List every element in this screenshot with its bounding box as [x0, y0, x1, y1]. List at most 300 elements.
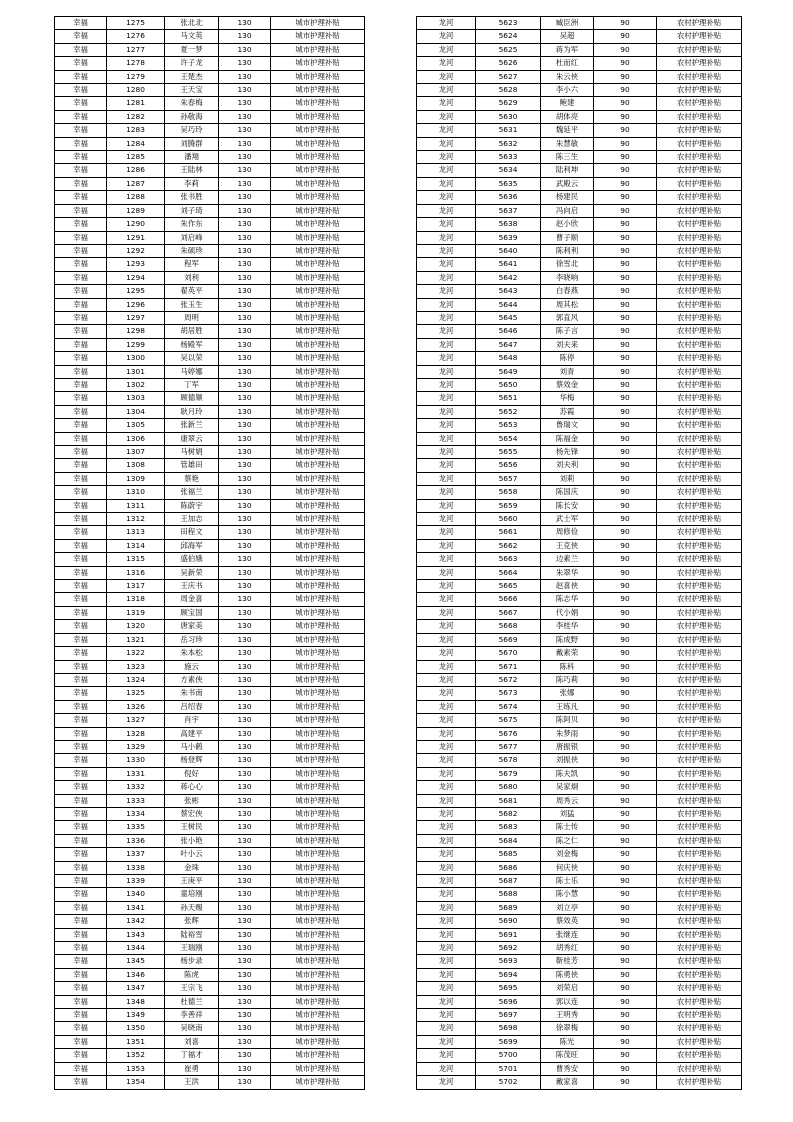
cell-town: 幸福: [55, 526, 107, 539]
cell-amount: 90: [594, 218, 657, 231]
cell-type: 农村护理补贴: [657, 298, 742, 311]
cell-type: 城市护理补贴: [271, 1022, 365, 1035]
cell-name: 魏延平: [541, 124, 594, 137]
table-row: [55, 995, 365, 1008]
cell-amount: 130: [219, 124, 271, 137]
cell-town: 幸福: [55, 915, 107, 928]
table-row: [417, 740, 742, 753]
table-row: [55, 633, 365, 646]
cell-name: 潘翔: [165, 151, 219, 164]
table-row: [417, 620, 742, 633]
cell-town: 幸福: [55, 968, 107, 981]
cell-town: 幸福: [55, 405, 107, 418]
cell-type: 农村护理补贴: [657, 821, 742, 834]
cell-type: 农村护理补贴: [657, 928, 742, 941]
table-row: [55, 137, 365, 150]
cell-amount: 90: [594, 754, 657, 767]
cell-name: 施云: [165, 660, 219, 673]
cell-town: 幸福: [55, 378, 107, 391]
cell-id: 1322: [107, 647, 165, 660]
cell-name: 周其松: [541, 298, 594, 311]
cell-town: 龙河: [417, 164, 476, 177]
table-row: [417, 1035, 742, 1048]
cell-type: 农村护理补贴: [657, 834, 742, 847]
table-row: [55, 70, 365, 83]
cell-name: 何庆侠: [541, 861, 594, 874]
table-row: [55, 110, 365, 123]
cell-town: 幸福: [55, 861, 107, 874]
cell-name: 王陆林: [165, 164, 219, 177]
cell-type: 农村护理补贴: [657, 258, 742, 271]
cell-town: 幸福: [55, 70, 107, 83]
cell-type: 农村护理补贴: [657, 580, 742, 593]
cell-name: 孙天赐: [165, 901, 219, 914]
table-row: [55, 928, 365, 941]
cell-id: 5628: [476, 84, 541, 97]
cell-id: 5673: [476, 687, 541, 700]
cell-type: 农村护理补贴: [657, 271, 742, 284]
cell-type: 城市护理补贴: [271, 606, 365, 619]
cell-town: 幸福: [55, 727, 107, 740]
cell-name: 杨先锋: [541, 446, 594, 459]
cell-name: 杜而红: [541, 57, 594, 70]
cell-town: 龙河: [417, 271, 476, 284]
cell-id: 5658: [476, 486, 541, 499]
cell-amount: 90: [594, 486, 657, 499]
cell-type: 城市护理补贴: [271, 472, 365, 485]
cell-amount: 90: [594, 955, 657, 968]
cell-name: 赵小欣: [541, 218, 594, 231]
table-row: [417, 660, 742, 673]
table-row: [55, 30, 365, 43]
cell-name: 朱本松: [165, 647, 219, 660]
cell-id: 5689: [476, 901, 541, 914]
table-row: [417, 928, 742, 941]
cell-name: 陈士传: [541, 821, 594, 834]
table-row: [55, 781, 365, 794]
cell-town: 龙河: [417, 633, 476, 646]
cell-name: 白春燕: [541, 285, 594, 298]
cell-id: 5648: [476, 352, 541, 365]
cell-id: 5668: [476, 620, 541, 633]
cell-type: 城市护理补贴: [271, 700, 365, 713]
cell-id: 5695: [476, 982, 541, 995]
cell-name: 鲁瑞文: [541, 419, 594, 432]
table-row: [417, 968, 742, 981]
cell-town: 幸福: [55, 419, 107, 432]
cell-name: 蔡宏侠: [165, 807, 219, 820]
cell-name: 边素兰: [541, 553, 594, 566]
cell-id: 5654: [476, 432, 541, 445]
table-row: [55, 151, 365, 164]
cell-id: 1339: [107, 875, 165, 888]
cell-town: 幸福: [55, 472, 107, 485]
cell-town: 龙河: [417, 419, 476, 432]
cell-name: 陈小慧: [541, 888, 594, 901]
cell-id: 5686: [476, 861, 541, 874]
cell-type: 农村护理补贴: [657, 432, 742, 445]
cell-id: 1313: [107, 526, 165, 539]
cell-type: 城市护理补贴: [271, 204, 365, 217]
cell-name: 张玉生: [165, 298, 219, 311]
cell-name: 陈蔚宇: [165, 499, 219, 512]
cell-id: 1289: [107, 204, 165, 217]
table-row: [417, 392, 742, 405]
cell-type: 城市护理补贴: [271, 110, 365, 123]
cell-type: 城市护理补贴: [271, 84, 365, 97]
cell-type: 城市护理补贴: [271, 218, 365, 231]
cell-type: 农村护理补贴: [657, 848, 742, 861]
cell-town: 幸福: [55, 97, 107, 110]
cell-amount: 130: [219, 539, 271, 552]
table-row: [55, 580, 365, 593]
cell-town: 龙河: [417, 191, 476, 204]
table-row: [417, 566, 742, 579]
cell-id: 5660: [476, 513, 541, 526]
table-row: [55, 687, 365, 700]
cell-town: 龙河: [417, 311, 476, 324]
cell-id: 5699: [476, 1035, 541, 1048]
cell-name: 曹秀安: [541, 1062, 594, 1075]
cell-amount: 130: [219, 620, 271, 633]
table-row: [417, 338, 742, 351]
cell-town: 幸福: [55, 1035, 107, 1048]
cell-amount: 130: [219, 955, 271, 968]
cell-id: 1305: [107, 419, 165, 432]
cell-id: 5649: [476, 365, 541, 378]
cell-id: 5627: [476, 70, 541, 83]
cell-town: 幸福: [55, 513, 107, 526]
table-row: [417, 513, 742, 526]
cell-type: 农村护理补贴: [657, 995, 742, 1008]
cell-town: 幸福: [55, 888, 107, 901]
cell-amount: 130: [219, 834, 271, 847]
cell-amount: 130: [219, 1049, 271, 1062]
cell-amount: 130: [219, 419, 271, 432]
cell-id: 1348: [107, 995, 165, 1008]
cell-town: 幸福: [55, 700, 107, 713]
cell-amount: 130: [219, 298, 271, 311]
cell-amount: 90: [594, 861, 657, 874]
cell-town: 幸福: [55, 365, 107, 378]
cell-amount: 90: [594, 164, 657, 177]
cell-type: 农村护理补贴: [657, 593, 742, 606]
cell-amount: 130: [219, 700, 271, 713]
cell-id: 5682: [476, 807, 541, 820]
cell-town: 龙河: [417, 553, 476, 566]
cell-name: 马树娟: [165, 446, 219, 459]
table-row: [55, 513, 365, 526]
cell-type: 农村护理补贴: [657, 888, 742, 901]
table-row: [417, 191, 742, 204]
cell-type: 农村护理补贴: [657, 915, 742, 928]
cell-type: 城市护理补贴: [271, 942, 365, 955]
table-row: [417, 781, 742, 794]
cell-id: 5634: [476, 164, 541, 177]
cell-type: 农村护理补贴: [657, 17, 742, 30]
cell-town: 龙河: [417, 1062, 476, 1075]
cell-amount: 130: [219, 1062, 271, 1075]
cell-name: 陆裕雪: [165, 928, 219, 941]
table-row: [55, 968, 365, 981]
cell-id: 1317: [107, 580, 165, 593]
cell-type: 城市护理补贴: [271, 285, 365, 298]
cell-type: 城市护理补贴: [271, 164, 365, 177]
table-row: [417, 606, 742, 619]
cell-town: 龙河: [417, 231, 476, 244]
cell-amount: 130: [219, 982, 271, 995]
cell-name: 陈国庆: [541, 486, 594, 499]
cell-town: 幸福: [55, 191, 107, 204]
cell-type: 农村护理补贴: [657, 244, 742, 257]
cell-id: 1349: [107, 1009, 165, 1022]
cell-name: 吴巧玲: [165, 124, 219, 137]
cell-id: 5663: [476, 553, 541, 566]
cell-type: 城市护理补贴: [271, 258, 365, 271]
cell-id: 1334: [107, 807, 165, 820]
table-row: [55, 539, 365, 552]
cell-id: 1277: [107, 43, 165, 56]
cell-amount: 90: [594, 124, 657, 137]
cell-id: 1324: [107, 673, 165, 686]
cell-name: 王克侠: [541, 539, 594, 552]
cell-amount: 90: [594, 244, 657, 257]
table-row: [55, 553, 365, 566]
cell-amount: 130: [219, 258, 271, 271]
table-row: [417, 30, 742, 43]
cell-id: 5664: [476, 566, 541, 579]
cell-id: 1291: [107, 231, 165, 244]
cell-type: 城市护理补贴: [271, 794, 365, 807]
cell-name: 刘金梅: [541, 848, 594, 861]
cell-name: 杨登辉: [165, 754, 219, 767]
cell-name: 盛伯娥: [165, 553, 219, 566]
cell-town: 龙河: [417, 955, 476, 968]
cell-name: 杨建民: [541, 191, 594, 204]
cell-type: 城市护理补贴: [271, 714, 365, 727]
table-row: [55, 700, 365, 713]
right-subsidy-table: [416, 16, 742, 1090]
cell-name: 李莉: [165, 177, 219, 190]
cell-id: 5661: [476, 526, 541, 539]
table-row: [55, 244, 365, 257]
table-row: [55, 17, 365, 30]
cell-name: 朱硕珍: [165, 244, 219, 257]
cell-type: 农村护理补贴: [657, 1035, 742, 1048]
cell-id: 5674: [476, 700, 541, 713]
cell-type: 城市护理补贴: [271, 1049, 365, 1062]
cell-type: 农村护理补贴: [657, 807, 742, 820]
cell-amount: 90: [594, 231, 657, 244]
cell-id: 5643: [476, 285, 541, 298]
cell-town: 龙河: [417, 124, 476, 137]
table-row: [55, 124, 365, 137]
cell-id: 1326: [107, 700, 165, 713]
cell-town: 龙河: [417, 566, 476, 579]
cell-name: 华梅: [541, 392, 594, 405]
cell-town: 幸福: [55, 1009, 107, 1022]
cell-town: 龙河: [417, 834, 476, 847]
cell-town: 幸福: [55, 1062, 107, 1075]
table-row: [55, 392, 365, 405]
cell-id: 5644: [476, 298, 541, 311]
table-row: [417, 177, 742, 190]
cell-amount: 130: [219, 767, 271, 780]
cell-amount: 130: [219, 781, 271, 794]
cell-id: 5656: [476, 459, 541, 472]
cell-type: 城市护理补贴: [271, 17, 365, 30]
cell-name: 周修俭: [541, 526, 594, 539]
cell-type: 农村护理补贴: [657, 446, 742, 459]
cell-name: 蔡效金: [541, 378, 594, 391]
cell-id: 5657: [476, 472, 541, 485]
cell-name: 夏一梦: [165, 43, 219, 56]
cell-amount: 90: [594, 767, 657, 780]
cell-name: 朱梦雨: [541, 727, 594, 740]
cell-town: 幸福: [55, 901, 107, 914]
cell-id: 1287: [107, 177, 165, 190]
table-row: [417, 151, 742, 164]
cell-type: 农村护理补贴: [657, 97, 742, 110]
cell-amount: 90: [594, 647, 657, 660]
cell-id: 5638: [476, 218, 541, 231]
cell-town: 幸福: [55, 566, 107, 579]
cell-name: 王明秀: [541, 1009, 594, 1022]
cell-name: 丁福才: [165, 1049, 219, 1062]
cell-type: 农村护理补贴: [657, 1022, 742, 1035]
cell-name: 刘夫来: [541, 338, 594, 351]
cell-town: 龙河: [417, 405, 476, 418]
cell-amount: 130: [219, 727, 271, 740]
table-row: [417, 754, 742, 767]
cell-amount: 130: [219, 311, 271, 324]
cell-type: 城市护理补贴: [271, 955, 365, 968]
cell-name: 陈利利: [541, 244, 594, 257]
cell-town: 龙河: [417, 513, 476, 526]
table-row: [417, 271, 742, 284]
cell-id: 5666: [476, 593, 541, 606]
cell-type: 城市护理补贴: [271, 928, 365, 941]
cell-type: 农村护理补贴: [657, 365, 742, 378]
cell-id: 5694: [476, 968, 541, 981]
cell-amount: 130: [219, 1035, 271, 1048]
cell-name: 吴晓南: [165, 1022, 219, 1035]
cell-amount: 130: [219, 338, 271, 351]
cell-amount: 130: [219, 231, 271, 244]
table-row: [417, 137, 742, 150]
cell-amount: 90: [594, 915, 657, 928]
cell-type: 农村护理补贴: [657, 419, 742, 432]
cell-type: 城市护理补贴: [271, 513, 365, 526]
cell-amount: 130: [219, 244, 271, 257]
cell-name: 刘启峰: [165, 231, 219, 244]
cell-type: 农村护理补贴: [657, 539, 742, 552]
cell-type: 农村护理补贴: [657, 781, 742, 794]
cell-id: 5625: [476, 43, 541, 56]
cell-name: 吴家炯: [541, 781, 594, 794]
cell-type: 城市护理补贴: [271, 566, 365, 579]
cell-name: 杨殿军: [165, 338, 219, 351]
table-row: [55, 1022, 365, 1035]
table-row: [417, 459, 742, 472]
cell-town: 幸福: [55, 821, 107, 834]
table-row: [55, 794, 365, 807]
cell-type: 农村护理补贴: [657, 311, 742, 324]
table-row: [55, 472, 365, 485]
cell-amount: 130: [219, 446, 271, 459]
cell-id: 5641: [476, 258, 541, 271]
cell-type: 农村护理补贴: [657, 204, 742, 217]
cell-name: 武士军: [541, 513, 594, 526]
cell-id: 1292: [107, 244, 165, 257]
table-row: [417, 124, 742, 137]
cell-name: 马小鹤: [165, 740, 219, 753]
cell-amount: 130: [219, 1022, 271, 1035]
table-row: [55, 191, 365, 204]
cell-amount: 90: [594, 30, 657, 43]
cell-town: 龙河: [417, 714, 476, 727]
cell-name: 周明: [165, 311, 219, 324]
cell-town: 幸福: [55, 794, 107, 807]
cell-town: 龙河: [417, 901, 476, 914]
cell-type: 城市护理补贴: [271, 620, 365, 633]
cell-type: 城市护理补贴: [271, 1062, 365, 1075]
cell-id: 1320: [107, 620, 165, 633]
cell-type: 农村护理补贴: [657, 968, 742, 981]
cell-id: 5676: [476, 727, 541, 740]
table-row: [55, 325, 365, 338]
cell-amount: 130: [219, 499, 271, 512]
cell-type: 农村护理补贴: [657, 982, 742, 995]
table-row: [417, 17, 742, 30]
cell-name: 陈科: [541, 660, 594, 673]
cell-name: 陈阿贝: [541, 714, 594, 727]
cell-amount: 90: [594, 446, 657, 459]
cell-id: 1301: [107, 365, 165, 378]
cell-id: 1327: [107, 714, 165, 727]
cell-type: 农村护理补贴: [657, 727, 742, 740]
cell-id: 1302: [107, 378, 165, 391]
cell-id: 1303: [107, 392, 165, 405]
cell-id: 5651: [476, 392, 541, 405]
cell-amount: 90: [594, 97, 657, 110]
cell-name: 赵喜侠: [541, 580, 594, 593]
cell-id: 1285: [107, 151, 165, 164]
cell-town: 龙河: [417, 204, 476, 217]
cell-town: 龙河: [417, 942, 476, 955]
cell-type: 农村护理补贴: [657, 392, 742, 405]
cell-id: 5670: [476, 647, 541, 660]
cell-town: 龙河: [417, 110, 476, 123]
cell-name: 王楚杰: [165, 70, 219, 83]
cell-town: 幸福: [55, 848, 107, 861]
cell-type: 农村护理补贴: [657, 861, 742, 874]
cell-type: 城市护理补贴: [271, 901, 365, 914]
table-row: [55, 258, 365, 271]
table-row: [55, 365, 365, 378]
table-row: [417, 633, 742, 646]
cell-town: 幸福: [55, 714, 107, 727]
table-row: [55, 231, 365, 244]
cell-type: 农村护理补贴: [657, 647, 742, 660]
cell-town: 幸福: [55, 781, 107, 794]
table-row: [55, 499, 365, 512]
table-row: [417, 942, 742, 955]
cell-town: 幸福: [55, 499, 107, 512]
cell-name: 蔡效英: [541, 915, 594, 928]
table-row: [417, 446, 742, 459]
cell-town: 幸福: [55, 1076, 107, 1089]
